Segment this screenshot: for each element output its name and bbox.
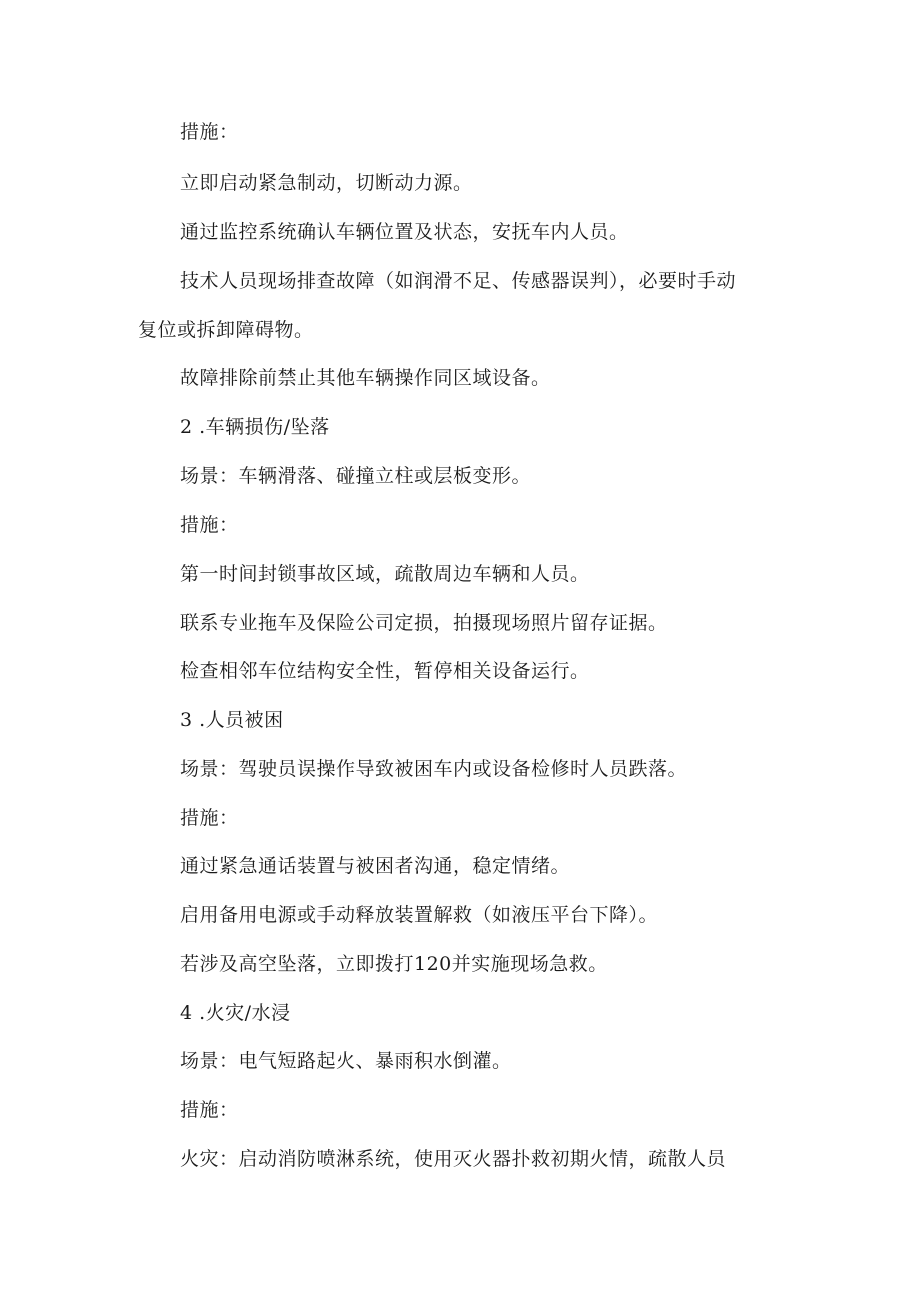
- paragraph-monitor-confirm: 通过监控系统确认车辆位置及状态，安抚车内人员。: [180, 221, 629, 243]
- scenario-4: 场景：电气短路起火、暴雨积水倒灌。: [180, 1050, 512, 1072]
- paragraph-prohibit-operation: 故障排除前禁止其他车辆操作同区域设备。: [180, 367, 551, 389]
- section-heading-2: 2 .车辆损伤/坠落: [180, 416, 330, 438]
- section-heading-4: 4 .火灾/水浸: [180, 1002, 291, 1024]
- paragraph-contact-tow: 联系专业拖车及保险公司定损，拍摄现场照片留存证据。: [180, 612, 668, 634]
- measures-label-4: 措施：: [180, 1099, 239, 1121]
- paragraph-backup-power: 启用备用电源或手动释放装置解救（如液压平台下降）。: [180, 904, 659, 926]
- scenario-2: 场景：车辆滑落、碰撞立柱或层板变形。: [180, 465, 532, 487]
- paragraph-tech-inspection-cont: 复位或拆卸障碍物。: [138, 319, 314, 341]
- paragraph-fire-response: 火灾：启动消防喷淋系统，使用灭火器扑救初期火情，疏散人员: [180, 1148, 727, 1170]
- scenario-3: 场景：驾驶员误操作导致被困车内或设备检修时人员跌落。: [180, 758, 688, 780]
- measures-label-1: 措施：: [180, 121, 239, 143]
- measures-label-3: 措施：: [180, 807, 239, 829]
- paragraph-lockdown-area: 第一时间封锁事故区域，疏散周边车辆和人员。: [180, 563, 590, 585]
- paragraph-emergency-brake: 立即启动紧急制动，切断动力源。: [180, 172, 473, 194]
- paragraph-high-fall: 若涉及高空坠落，立即拨打120并实施现场急救。: [180, 953, 608, 975]
- section-heading-3: 3 .人员被困: [180, 709, 284, 731]
- paragraph-check-adjacent: 检查相邻车位结构安全性，暂停相关设备运行。: [180, 660, 590, 682]
- paragraph-emergency-call: 通过紧急通话装置与被困者沟通，稳定情绪。: [180, 855, 571, 877]
- measures-label-2: 措施：: [180, 514, 239, 536]
- paragraph-tech-inspection: 技术人员现场排查故障（如润滑不足、传感器误判），必要时手动: [180, 270, 737, 292]
